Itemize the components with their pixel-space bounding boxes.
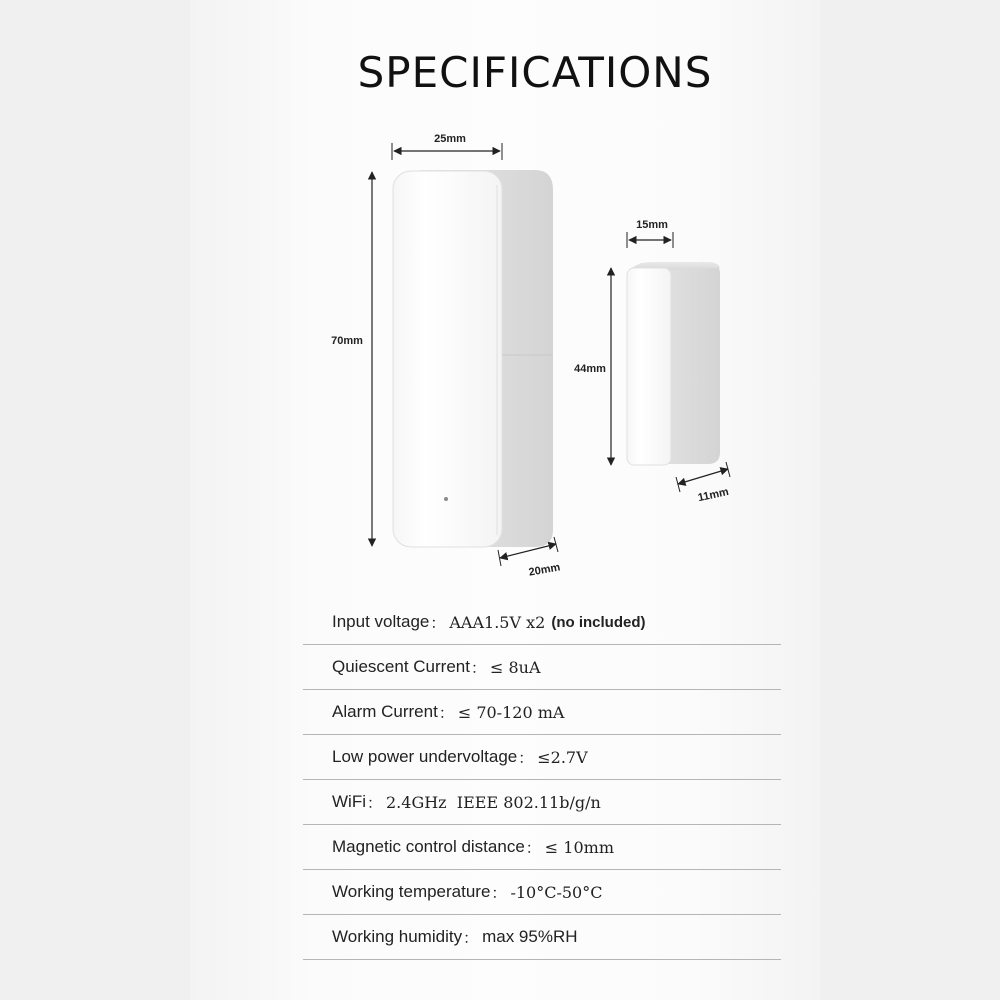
spec-label: Magnetic control distance [332, 837, 525, 856]
sensor-width-dimension [392, 133, 502, 160]
spec-label: Alarm Current [332, 702, 438, 721]
spec-label: Low power undervoltage [332, 747, 518, 766]
magnet-height-label: 44mm [574, 363, 606, 375]
sensor-depth-label: 20mm [527, 561, 562, 579]
sensor-device [393, 170, 553, 547]
sensor-width-label: 25mm [434, 133, 466, 145]
spec-value: ≤2.7V [537, 747, 588, 767]
spec-row-working-temperature [303, 870, 781, 915]
led-indicator-icon [444, 497, 448, 501]
sensor-height-label: 70mm [331, 335, 363, 347]
spec-separator: ： [470, 658, 486, 677]
spec-value: ≤ 8uA [489, 657, 541, 677]
spec-value: ≤ 70-120 mA [457, 702, 565, 722]
spec-separator: ： [491, 883, 507, 902]
spec-value: ≤ 10mm [544, 837, 614, 857]
spec-separator: ： [463, 928, 479, 947]
magnet-depth-dimension [676, 462, 730, 504]
magnet-device [627, 262, 720, 465]
magnet-width-dimension [627, 219, 673, 248]
sensor-height-dimension [331, 172, 372, 546]
spec-value: -10°C-50°C [510, 882, 603, 902]
spec-separator: ： [525, 838, 541, 857]
spec-label: Input voltage [332, 612, 430, 631]
spec-row-magnetic-distance [303, 825, 781, 870]
spec-value: 2.4GHz IEEE 802.11b/g/n [386, 792, 601, 812]
magnet-depth-label: 11mm [696, 485, 730, 505]
magnet-width-label: 15mm [636, 219, 668, 231]
spec-list [303, 600, 781, 960]
spec-note: (no included) [551, 613, 646, 631]
spec-row-input-voltage [303, 600, 781, 645]
spec-separator: ： [430, 613, 446, 632]
spec-separator: ： [366, 793, 382, 812]
spec-separator: ： [438, 703, 454, 722]
spec-row-wifi [303, 780, 781, 825]
spec-label: Quiescent Current [332, 657, 470, 676]
spec-row-alarm-current [303, 690, 781, 735]
magnet-height-dimension [574, 268, 611, 465]
page-title: SPECIFICATIONS [357, 48, 713, 97]
spec-label: Working temperature [332, 882, 491, 901]
spec-row-undervoltage [303, 735, 781, 780]
spec-label: WiFi [332, 792, 366, 811]
spec-value: AAA1.5V x2 [449, 612, 546, 632]
spec-value: max 95%RH [482, 927, 578, 946]
spec-label: Working humidity [332, 927, 463, 946]
spec-row-quiescent-current [303, 645, 781, 690]
spec-separator: ： [518, 748, 534, 767]
spec-row-working-humidity [303, 915, 781, 960]
